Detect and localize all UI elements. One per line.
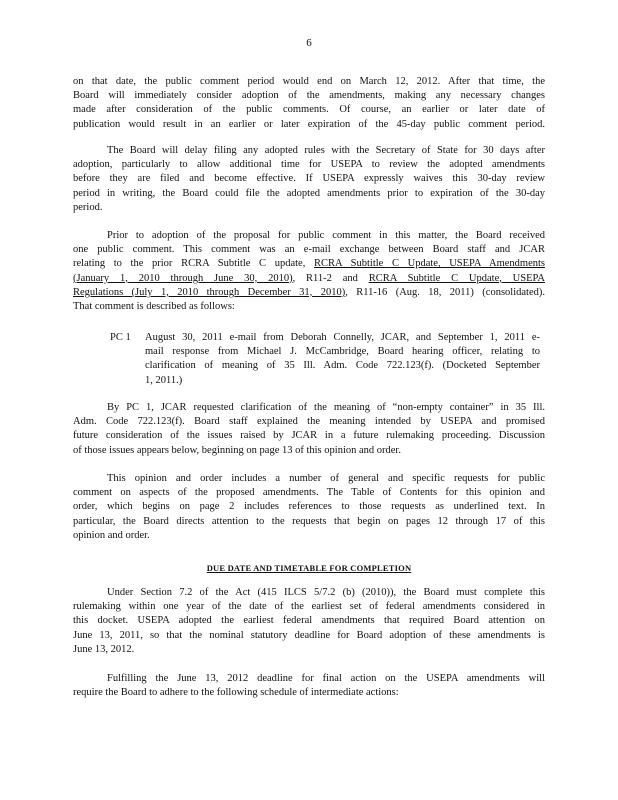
text-line: require the Board to adhere to the following schedule of intermediate actions: xyxy=(73,687,399,699)
paragraph-comment-requests xyxy=(73,472,545,543)
text-line: publication would result in an earlier or later expiration of the 45-day public comment period. xyxy=(73,118,545,130)
text-run: relating to the prior RCRA Subtitle C update, xyxy=(73,258,314,270)
docket-title-underlined: Regulations (July 1, 2010 through December 31, 2010) xyxy=(73,286,346,298)
paragraph-jcar-request xyxy=(73,401,545,458)
text-line: period in writing, the Board could file the adopted amendments prior to expiration of the 30-day xyxy=(73,187,545,199)
text-line: Board will immediately consider adoption of the amendments, making any necessary changes xyxy=(73,90,545,102)
text-line: August 30, 2011 e-mail from Deborah Connelly, JCAR, and September 1, 2011 e- xyxy=(145,332,540,343)
text-line: Fulfilling the June 13, 2012 deadline for final action on the USEPA amendments will xyxy=(107,673,545,684)
docket-title-underlined: RCRA Subtitle C Update, USEPA Amendments xyxy=(313,258,545,270)
paragraph-public-comment xyxy=(73,229,545,314)
page-number: 6 xyxy=(306,37,312,49)
paragraph-comment-period xyxy=(73,75,545,132)
text-line: before they are filed and become effective. If USEPA expressly waives this 30-day review xyxy=(73,173,545,185)
text-line: June 13, 2011, so that the nominal statutory deadline for Board adoption of these amendments is xyxy=(73,629,545,641)
text-line: That comment is described as follows: xyxy=(73,301,235,313)
text-line xyxy=(73,257,545,271)
docket-title-underlined: RCRA Subtitle C Update, USEPA xyxy=(368,272,545,284)
paragraph-statutory-deadline xyxy=(73,586,545,657)
text-line: made after consideration of the public comments. Of course, an earlier or later date of xyxy=(73,104,545,116)
text-line: comment on aspects of the proposed amendments. The Table of Contents for this opinion and xyxy=(73,487,545,499)
text-line xyxy=(73,272,545,286)
text-line: clarification of meaning of 35 Ill. Adm. Code 722.123(f). (Docketed September xyxy=(145,360,540,372)
text-run: , R11-16 (Aug. 18, 2011) (consolidated). xyxy=(345,286,545,298)
text-line: Under Section 7.2 of the Act (415 ILCS 5/7.2 (b) (2010)), the Board must complete this xyxy=(107,587,545,598)
text-line: Adm. Code 722.123(f). Board staff explained the meaning intended by USEPA and promised xyxy=(73,416,545,428)
text-line xyxy=(73,286,545,300)
text-line: June 13, 2012. xyxy=(73,643,135,655)
text-line: adoption, particularly to allow additional time for USEPA to review the adopted amendments xyxy=(73,159,545,171)
text-line: 1, 2011.) xyxy=(145,374,183,386)
text-line: period. xyxy=(73,201,103,213)
text-line: rulemaking within one year of the date of the earliest set of federal amendments considered in xyxy=(73,601,545,613)
text-line: By PC 1, JCAR requested clarification of the meaning of “non-empty container” in 35 Ill. xyxy=(107,402,545,413)
text-line: particular, the Board directs attention to the requests that begin on pages 12 through 17 of this xyxy=(73,515,545,527)
text-line: future consideration of the issues raised by JCAR in a future rulemaking proceeding. Discussion xyxy=(73,430,545,442)
paragraph-schedule-intro xyxy=(73,672,545,700)
text-line: one public comment. This comment was an e-mail exchange between Board staff and JCAR xyxy=(73,244,545,256)
section-heading xyxy=(0,561,618,575)
text-line: this docket. USEPA adopted the earliest federal amendments that required Board attention on xyxy=(73,615,545,627)
text-line: Prior to adoption of the proposal for public comment in this matter, the Board received xyxy=(107,230,545,241)
text-line: The Board will delay filing any adopted rules with the Secretary of State for 30 days after xyxy=(107,145,545,156)
text-line: opinion and order. xyxy=(73,529,150,541)
text-line: order, which begins on page 2 includes references to those requests as underlined text. In xyxy=(73,501,545,513)
docket-title-underlined: (January 1, 2010 through June 30, 2010) xyxy=(73,272,293,284)
public-comment-label: PC 1 xyxy=(110,332,131,343)
section-heading-text: DUE DATE AND TIMETABLE FOR COMPLETION xyxy=(206,563,412,573)
text-line: on that date, the public comment period would end on March 12, 2012. After that time, the xyxy=(73,76,545,87)
text-line: This opinion and order includes a number of general and specific requests for public xyxy=(107,473,545,484)
text-run: , R11-2 and xyxy=(292,272,369,284)
public-comment-description xyxy=(145,331,540,388)
text-line: of those issues appears below, beginning on page 13 of this opinion and order. xyxy=(73,444,401,456)
text-line: mail response from Michael J. McCambridge, Board hearing officer, relating to xyxy=(145,346,540,358)
paragraph-filing-delay xyxy=(73,144,545,215)
